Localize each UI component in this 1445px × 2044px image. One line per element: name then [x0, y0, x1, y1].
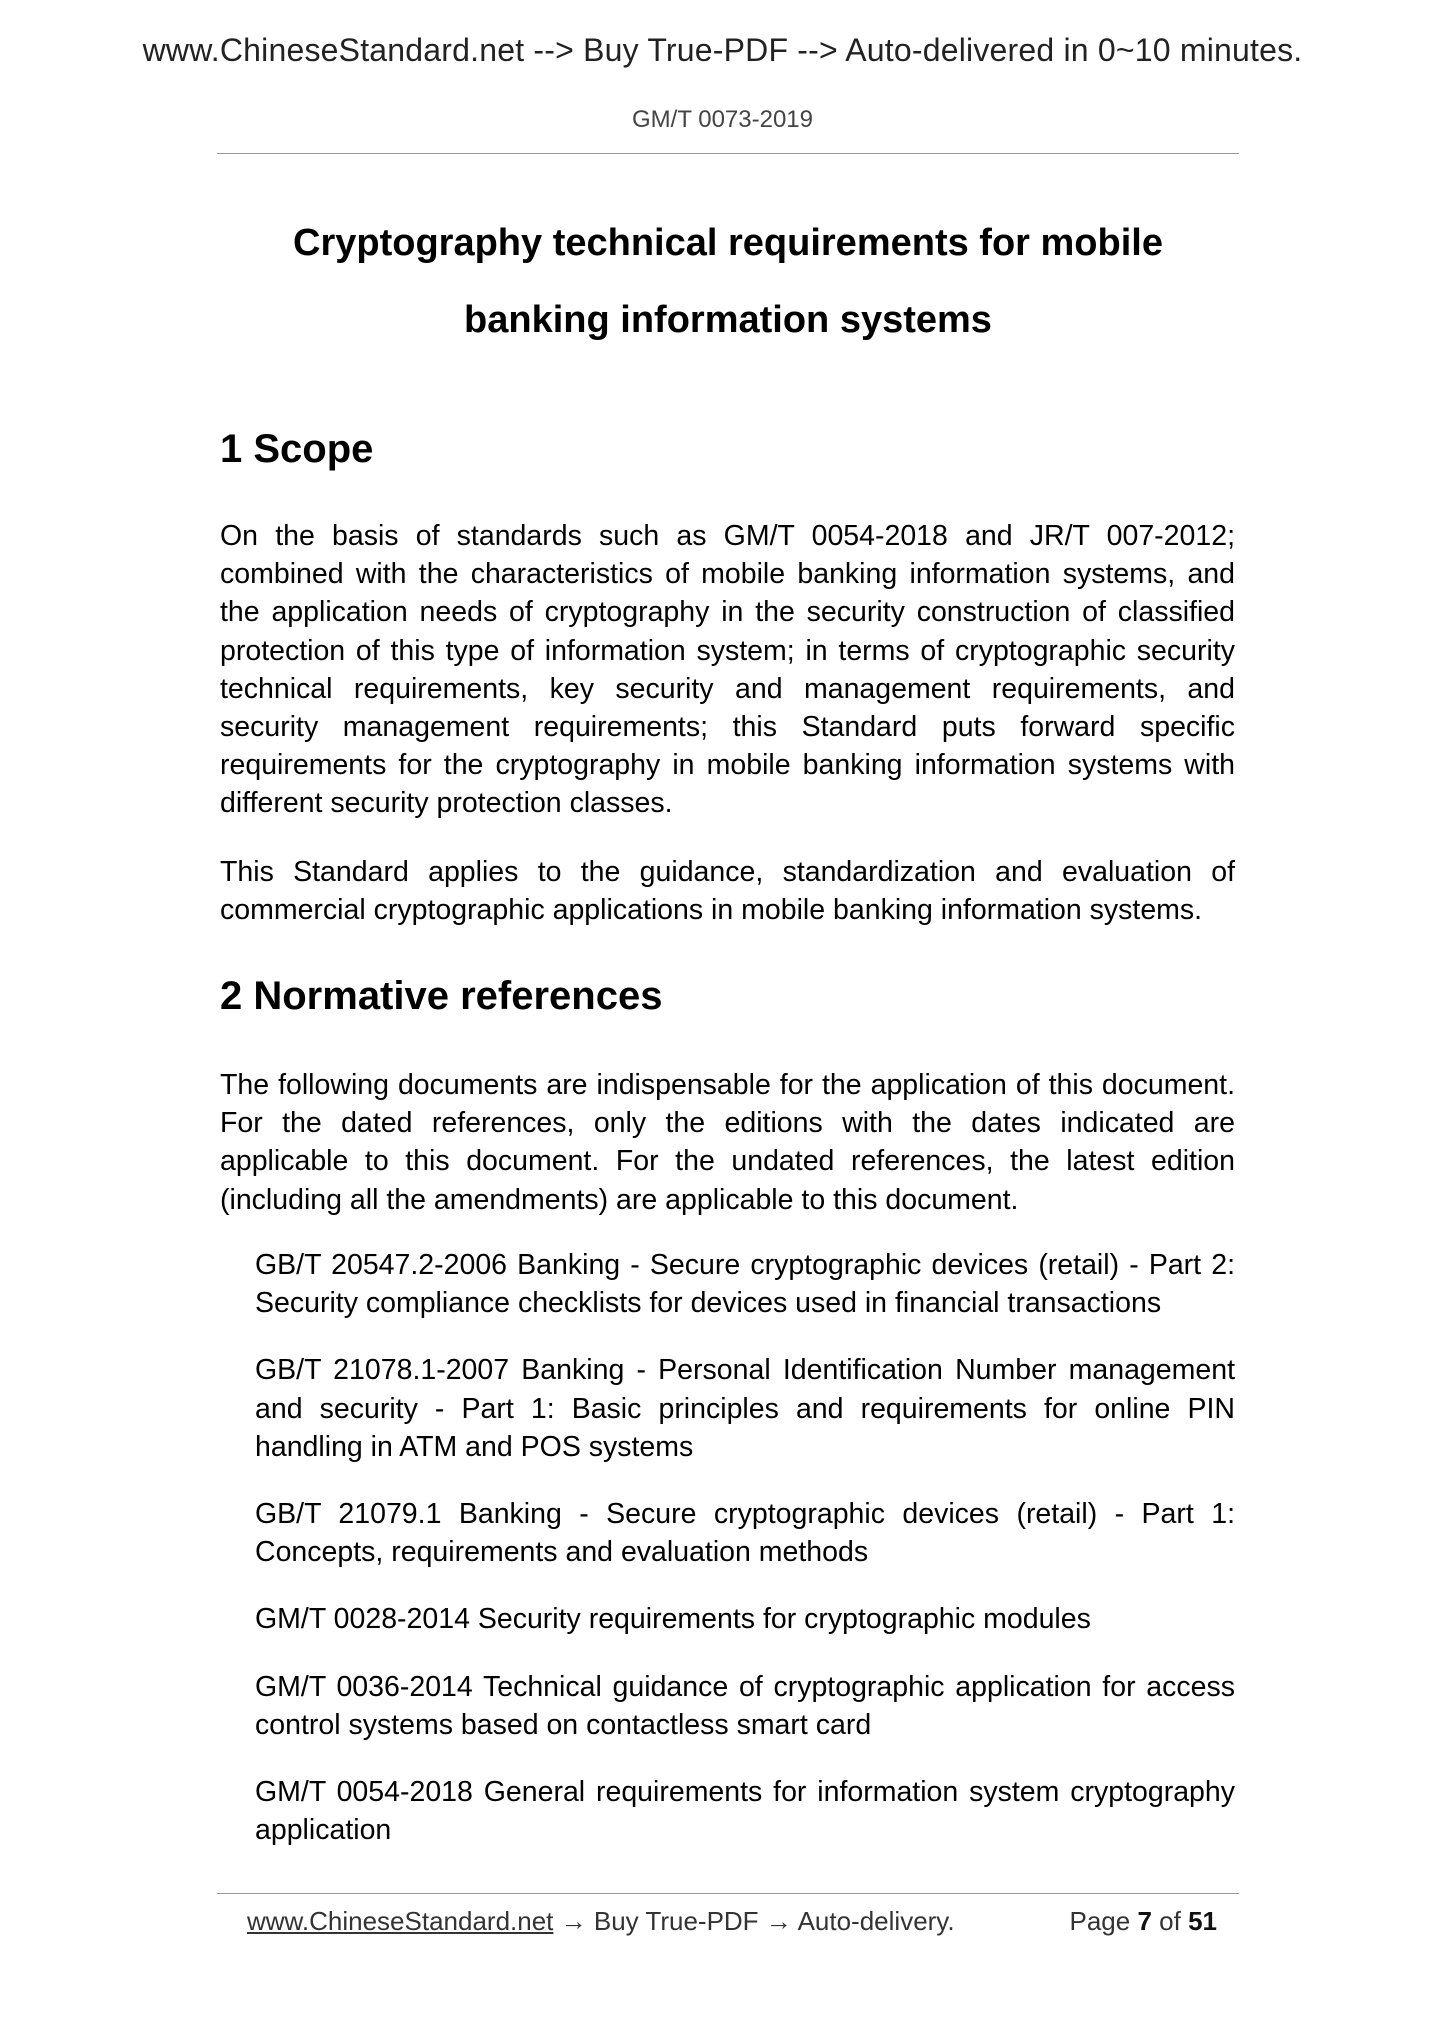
footer-tagline: → Buy True-PDF → Auto-delivery.: [553, 1906, 955, 1936]
page-current: 7: [1137, 1906, 1152, 1936]
section-heading-normative-references: 2 Normative references: [220, 974, 663, 1018]
doc-number: GM/T 0073-2019: [632, 106, 813, 133]
page-indicator: [1069, 1906, 1217, 1937]
scope-paragraph-1: On the basis of standards such as GM/T 0054-2018 and JR/T 007-2012; combined with the characteristics of mobile banking information systems, and the application needs of cryptography in the security construction of classified protection of this type of information system; in terms of cryptographic security technical requirements, key security and management requirements, and security management requirements; this Standard puts forward specific requirements for the cryptography in mobile banking information systems with different security protection classes.: [220, 520, 1235, 820]
site-banner: www.ChineseStandard.net --> Buy True-PDF --> Auto-delivered in 0~10 minutes.: [142, 32, 1303, 68]
reference-list: [255, 1246, 1235, 1878]
page-footer: [247, 1906, 1217, 1946]
reference-item: GM/T 0028-2014 Security requirements for cryptographic modules: [255, 1603, 1091, 1636]
reference-item: GM/T 0036-2014 Technical guidance of cryptographic application for access control systems based on contactless smart card: [255, 1670, 1235, 1741]
document-title: [217, 205, 1239, 359]
reference-item: GB/T 21079.1 Banking - Secure cryptographic devices (retail) - Part 1: Concepts, requirements and evaluation methods: [255, 1498, 1235, 1569]
reference-item: GM/T 0054-2018 General requirements for information system cryptography application: [255, 1776, 1235, 1847]
document-title-line-1: Cryptography technical requirements for mobile: [293, 222, 1163, 264]
section-heading-scope: 1 Scope: [220, 427, 374, 471]
page-label: Page: [1069, 1906, 1131, 1936]
page-total: 51: [1188, 1906, 1217, 1936]
document-title-line-2: banking information systems: [464, 299, 992, 341]
reference-item: GB/T 21078.1-2007 Banking - Personal Identification Number management and security - Part 1: Basic principles and requirements for online PIN handling in ATM and POS systems: [255, 1354, 1235, 1463]
page-of-label: of: [1159, 1906, 1181, 1936]
references-intro-paragraph: The following documents are indispensable for the application of this document. For the dated references, only the editions with the dates indicated are applicable to this document. For the undated references, the latest edition (including all the amendments) are applicable to this document.: [220, 1069, 1235, 1216]
footer-site-link[interactable]: www.ChineseStandard.net: [247, 1906, 554, 1936]
scope-paragraph-2: This Standard applies to the guidance, standardization and evaluation of commercial cryptographic applications in mobile banking information systems.: [220, 856, 1235, 927]
header-divider: [217, 153, 1239, 154]
footer-divider: [217, 1893, 1239, 1894]
reference-item: GB/T 20547.2-2006 Banking - Secure cryptographic devices (retail) - Part 2: Security compliance checklists for devices used in financial transactions: [255, 1249, 1235, 1320]
